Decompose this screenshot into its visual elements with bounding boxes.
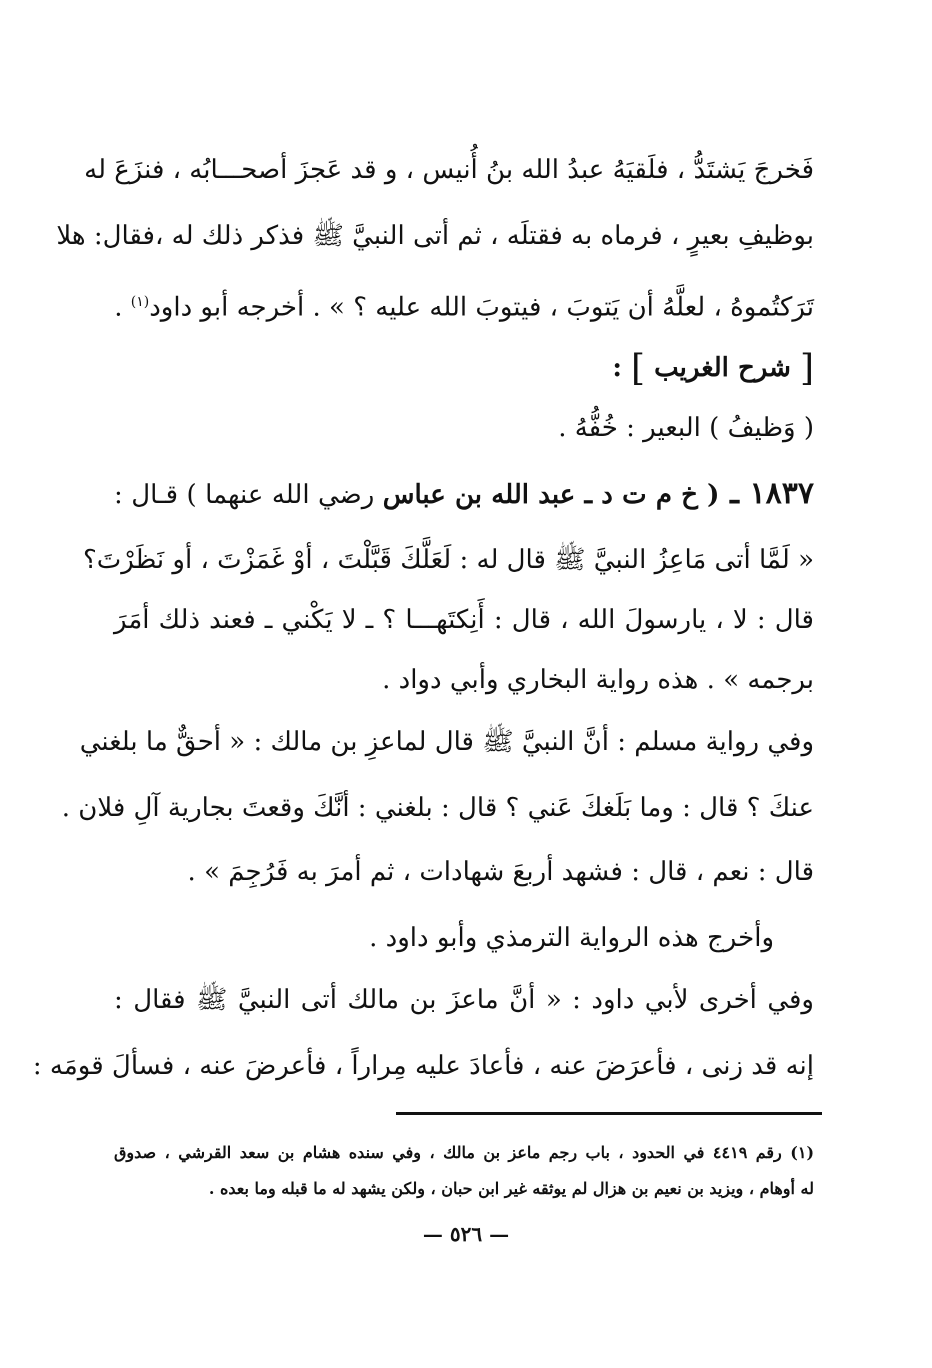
text-line-2: بوظيفِ بعيرٍ ، فرماه به فقتلَه ، ثم أتى النبيَّ ﷺ فذكر ذلك له ،فقال: هلا bbox=[56, 221, 814, 251]
hadith-heading bbox=[114, 474, 814, 515]
text-line-7: « لَمَّا أتى مَاعِزُ النبيَّ ﷺ قال له : لَعَلَّكَ قَبَّلْتَ ، أوْ غَمَزْتَ ، أو نَظَرْتَ؟ bbox=[82, 545, 814, 575]
text-line-12: قال : نعم ، قال : فشهد أربعَ شهادات ، ثم أمرَ به فَرُجِمَ » . bbox=[187, 857, 814, 887]
text-line-3-body: تَرَكتُموهُ ، لعلَّهُ أن يَتوبَ ، فيتوبَ الله عليه ؟ » . أخرجه أبو داود bbox=[149, 292, 814, 323]
hadith-number: ١٨٣٧ bbox=[749, 476, 814, 511]
hadith-heading-rest: رضي الله عنهما ) قـال : bbox=[114, 480, 383, 510]
gharib-bracket-open: [ bbox=[799, 348, 814, 389]
text-line-13: وأخرج هذه الرواية الترمذي وأبو داود . bbox=[369, 923, 774, 953]
text-line-1: فَخرجَ يَشتَدُّ ، فلَقيَهُ عبدُ الله بنُ أُنيس ، و قد عَجزَ أصحـــابُه ، فنزَعَ له bbox=[84, 155, 814, 185]
gharib-title: شرح الغريب bbox=[654, 353, 791, 383]
page-number: — ٥٢٦ — bbox=[422, 1222, 510, 1246]
text-line-3-end: . bbox=[114, 292, 131, 323]
text-line-3 bbox=[114, 282, 814, 328]
text-line-14: وفي أخرى لأبي داود : « أنَّ ماعزَ بن مالك أتى النبيَّ ﷺ فقال : bbox=[114, 985, 814, 1015]
text-line-9: برجمه » . هذه رواية البخاري وأبي دواد . bbox=[382, 665, 814, 695]
footnote-divider bbox=[396, 1112, 822, 1115]
text-line-8: قال : لا ، يارسولَ الله ، قال : أَنِكتَهـــا ؟ ـ لا يَكْني ـ فعند ذلك أمَرَ bbox=[114, 605, 814, 635]
hadith-dash: ـ bbox=[719, 476, 750, 511]
hadith-sources: ( خ م ت د ـ عبد الله بن عباس bbox=[382, 480, 720, 510]
footnote-reference: (١) bbox=[130, 294, 150, 310]
gharib-bracket-close: ] bbox=[631, 348, 646, 389]
text-line-10: وفي رواية مسلم : أنَّ النبيَّ ﷺ قال لماعزِ بن مالك : « أحقٌّ ما بلغني bbox=[79, 727, 814, 757]
gharib-colon: : bbox=[612, 353, 631, 383]
footnote-line-1: (١) رقم ٤٤١٩ في الحدود ، باب رجم ماعز بن مالك ، وفي سنده هشام بن سعد القرشي ، صدوق bbox=[114, 1143, 815, 1162]
text-line-15: إنه قد زنى ، فأعرَضَ عنه ، فأعادَ عليه مِراراً ، فأعرضَ عنه ، فسألَ قومَه : bbox=[32, 1051, 814, 1081]
gharib-heading bbox=[114, 348, 814, 389]
footnote-line-2: له أوهام ، ويزيد بن نعيم بن هزال لم يوثقه غير ابن حبان ، ولكن يشهد له ما قبله وما بعده . bbox=[208, 1179, 814, 1198]
text-line-11: عنكَ ؟ قال : وما بَلَغكَ عَني ؟ قال : بلغني : أنَّكَ وقعتَ بجارية آلِ فلان . bbox=[61, 793, 814, 823]
gharib-explanation: ( وَظيفُ ) البعير : خُفُّهُ . bbox=[558, 413, 814, 443]
